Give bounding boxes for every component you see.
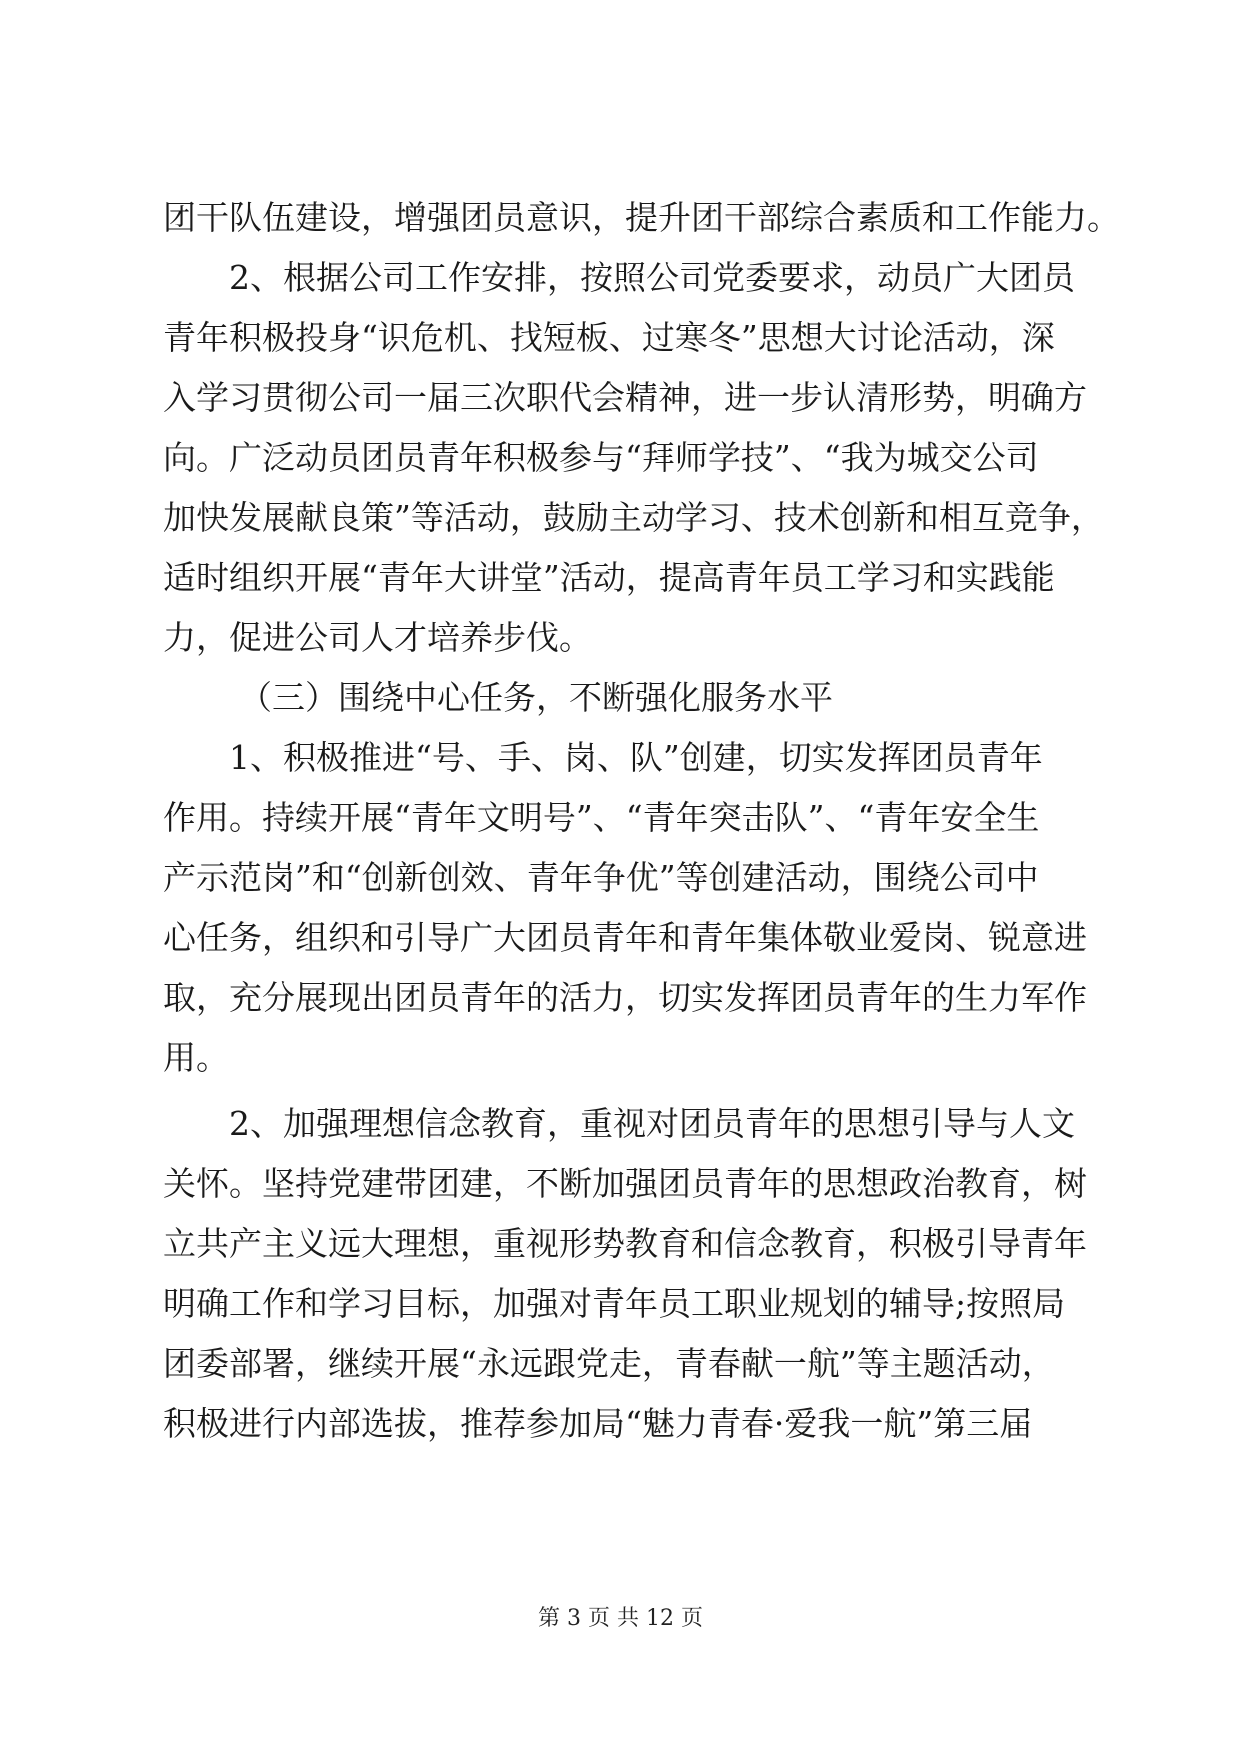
text-line: 作用。持续开展“青年文明号”、“青年突击队”、“青年安全生 bbox=[163, 798, 1040, 837]
text-line: 关怀。坚持党建带团建，不断加强团员青年的思想政治教育，树 bbox=[163, 1164, 1087, 1203]
text-line: 团干队伍建设，增强团员意识，提升团干部综合素质和工作能力。 bbox=[163, 198, 1120, 237]
text-line: 积极进行内部选拔，推荐参加局“魅力青春·爱我一航”第三届 bbox=[163, 1404, 1033, 1443]
text-line: 2、根据公司工作安排，按照公司党委要求，动员广大团员 bbox=[229, 258, 1075, 297]
text-line: 力，促进公司人才培养步伐。 bbox=[163, 618, 592, 657]
page-footer: 第 3 页 共 12 页 bbox=[538, 1606, 703, 1631]
text-line: 适时组织开展“青年大讲堂”活动，提高青年员工学习和实践能 bbox=[163, 558, 1055, 597]
text-line: 明确工作和学习目标，加强对青年员工职业规划的辅导;按照局 bbox=[163, 1284, 1066, 1323]
text-line: 加快发展献良策”等活动，鼓励主动学习、技术创新和相互竞争， bbox=[163, 498, 1104, 537]
text-line: 团委部署，继续开展“永远跟党走，青春献一航”等主题活动， bbox=[163, 1344, 1055, 1383]
text-line: 2、加强理想信念教育，重视对团员青年的思想引导与人文 bbox=[229, 1104, 1075, 1143]
text-line: 产示范岗”和“创新创效、青年争优”等创建活动，围绕公司中 bbox=[163, 858, 1039, 897]
text-line: 立共产主义远大理想，重视形势教育和信念教育，积极引导青年 bbox=[163, 1224, 1087, 1263]
text-line: 取，充分展现出团员青年的活力，切实发挥团员青年的生力军作 bbox=[163, 978, 1087, 1017]
section-heading: （三）围绕中心任务，不断强化服务水平 bbox=[239, 678, 833, 717]
text-line: 1、积极推进“号、手、岗、队”创建，切实发挥团员青年 bbox=[229, 738, 1043, 777]
text-line: 入学习贯彻公司一届三次职代会精神，进一步认清形势，明确方 bbox=[163, 378, 1087, 417]
text-line: 青年积极投身“识危机、找短板、过寒冬”思想大讨论活动，深 bbox=[163, 318, 1055, 357]
text-line: 心任务，组织和引导广大团员青年和青年集体敬业爱岗、锐意进 bbox=[163, 918, 1087, 957]
text-line: 用。 bbox=[163, 1038, 229, 1077]
text-line: 向。广泛动员团员青年积极参与“拜师学技”、“我为城交公司 bbox=[163, 438, 1039, 477]
